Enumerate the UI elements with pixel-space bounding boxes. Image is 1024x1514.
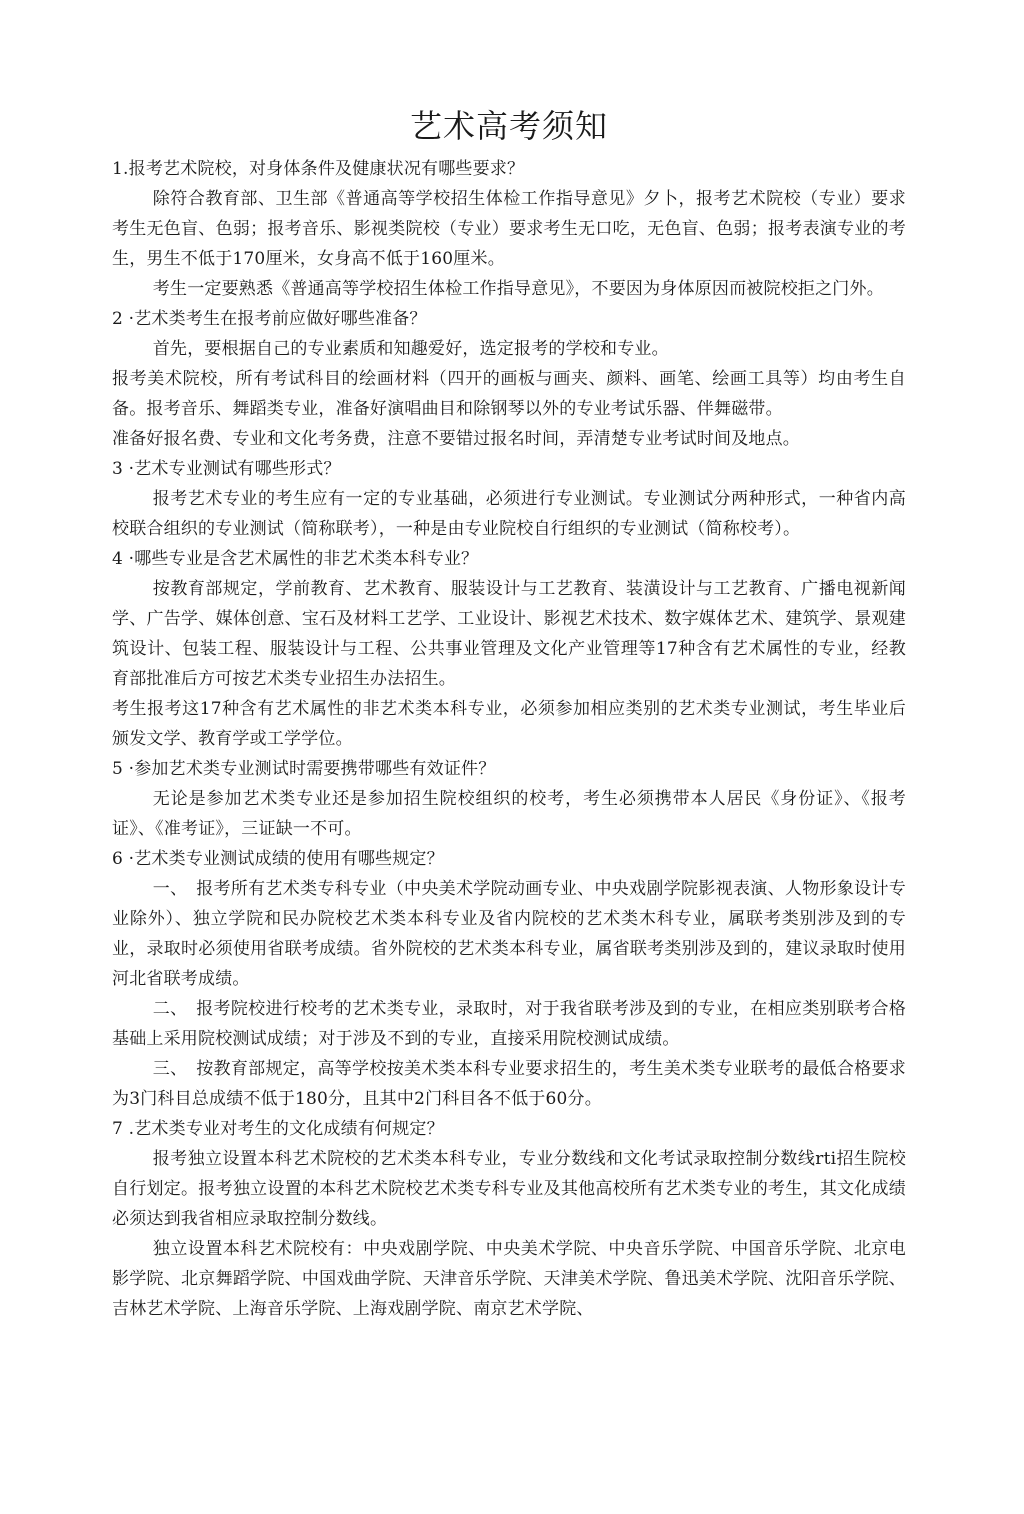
section-paragraph: 独立设置本科艺术院校有：中央戏剧学院、中央美术学院、中央音乐学院、中国音乐学院、北京电影学院、北京舞蹈学院、中国戏曲学院、天津音乐学院、天津美术学院、鲁迅美术学院、沈阳音乐学院、吉林艺术学院、上海音乐学院、上海戏剧学院、南京艺术学院、 (112, 1239, 906, 1319)
section-paragraph: 首先，要根据自己的专业素质和知趣爱好，选定报考的学校和专业。 (152, 339, 669, 359)
section-question: 7 .艺术类专业对考生的文化成绩有何规定？ (112, 1119, 444, 1139)
faq-section (112, 454, 906, 544)
section-paragraph: 准备好报名费、专业和文化考务费，注意不要错过报名时间，弄清楚专业考试时间及地点。 (112, 429, 800, 449)
faq-section (112, 754, 906, 844)
section-paragraph: 考生一定要熟悉《普通高等学校招生体检工作指导意见》，不要因为身体原因而被院校拒之门外。 (152, 279, 884, 299)
section-question: 3 ·艺术专业测试有哪些形式？ (112, 459, 341, 479)
section-question: 5 ·参加艺术类专业测试时需要携带哪些有效证件？ (112, 759, 496, 779)
section-paragraph: 报考独立设置本科艺术院校的艺术类本科专业，专业分数线和文化考试录取控制分数线rti招生院校自行划定。报考独立设置的本科艺术院校艺术类专科专业及其他高校所有艺术类专业的考生，其文化成绩必须达到我省相应录取控制分数线。 (112, 1149, 906, 1229)
section-question: 6 ·艺术类专业测试成绩的使用有哪些规定？ (112, 849, 444, 869)
section-paragraph: 一、 报考所有艺术类专科专业（中央美术学院动画专业、中央戏剧学院影视表演、人物形象设计专业除外）、独立学院和民办院校艺术类本科专业及省内院校的艺术类木科专业，属联考类别涉及到的专业，录取时必须使用省联考成绩。省外院校的艺术类本科专业，属省联考类别涉及到的，建议录取时使用河北省联考成绩。 (112, 879, 906, 989)
section-question: 4 ·哪些专业是含艺术属性的非艺术类本科专业？ (112, 549, 479, 569)
faq-section (112, 304, 906, 454)
section-question: 1.报考艺术院校，对身体条件及健康状况有哪些要求？ (112, 159, 525, 179)
faq-section (112, 154, 906, 304)
section-paragraph: 三、 按教育部规定，高等学校按美术类本科专业要求招生的，考生美术类专业联考的最低合格要求为3门科目总成绩不低于180分，且其中2门科目各不低于60分。 (112, 1059, 906, 1109)
section-paragraph: 报考美术院校，所有考试科目的绘画材料（四开的画板与画夹、颜料、画笔、绘画工具等）均由考生自备。报考音乐、舞蹈类专业，准备好演唱曲目和除钢琴以外的专业考试乐器、伴舞磁带。 (112, 369, 906, 419)
faq-section (112, 544, 906, 754)
section-paragraph: 按教育部规定，学前教育、艺术教育、服装设计与工艺教育、装潢设计与工艺教育、广播电视新闻学、广告学、媒体创意、宝石及材料工艺学、工业设计、影视艺术技术、数字媒体艺术、建筑学、景观建筑设计、包装工程、服装设计与工程、公共事业管理及文化产业管理等17种含有艺术属性的专业，经教育部批准后方可按艺术类专业招生办法招生。 (112, 579, 906, 689)
section-paragraph: 二、 报考院校进行校考的艺术类专业，录取时，对于我省联考涉及到的专业，在相应类别联考合格基础上采用院校测试成绩；对于涉及不到的专业，直接采用院校测试成绩。 (112, 999, 906, 1049)
section-question: 2 ·艺术类考生在报考前应做好哪些准备？ (112, 309, 427, 329)
page-title: 艺术高考须知 (409, 107, 608, 145)
document-body (112, 154, 906, 1324)
section-paragraph: 除符合教育部、卫生部《普通高等学校招生体检工作指导意见》夕卜，报考艺术院校（专业）要求考生无色盲、色弱；报考音乐、影视类院校（专业）要求考生无口吃，无色盲、色弱；报考表演专业的考生，男生不低于170厘米，女身高不低于160厘米。 (112, 189, 906, 269)
section-paragraph: 报考艺术专业的考生应有一定的专业基础，必须进行专业测试。专业测试分两种形式，一种省内高校联合组织的专业测试（简称联考），一种是由专业院校自行组织的专业测试（简称校考）。 (112, 489, 906, 539)
section-paragraph: 考生报考这17种含有艺术属性的非艺术类本科专业，必须参加相应类别的艺术类专业测试，考生毕业后颁发文学、教育学或工学学位。 (112, 699, 906, 749)
faq-section (112, 1114, 906, 1324)
section-paragraph: 无论是参加艺术类专业还是参加招生院校组织的校考，考生必须携带本人居民《身份证》、《报考证》、《准考证》，三证缺一不可。 (112, 789, 906, 839)
faq-section (112, 844, 906, 1114)
